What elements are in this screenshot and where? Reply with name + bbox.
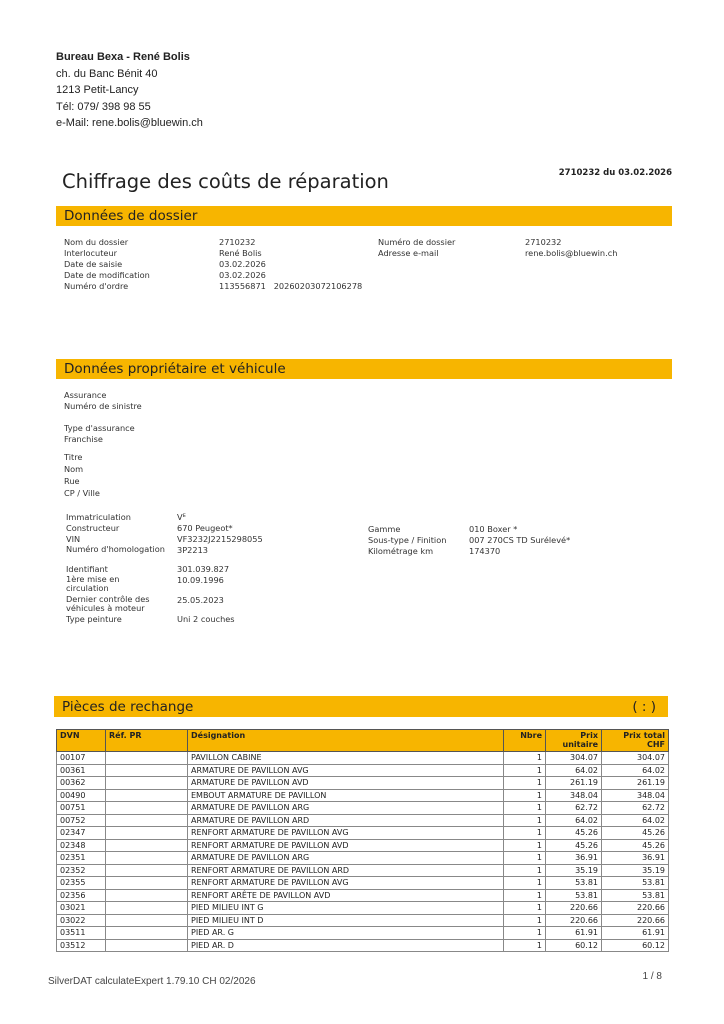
table-row	[57, 777, 669, 790]
field-label: Identifiant	[66, 564, 108, 574]
table-cell: ARMATURE DE PAVILLON AVG	[188, 764, 504, 777]
field-label: CP / Ville	[64, 488, 100, 498]
field-value: 301.039.827	[177, 564, 230, 574]
table-cell: PIED MILIEU INT G	[188, 902, 504, 915]
field-value: VF3232J2215298055	[177, 534, 263, 544]
table-cell: 00752	[57, 814, 106, 827]
table-cell: 00490	[57, 789, 106, 802]
table-cell: 02352	[57, 864, 106, 877]
table-cell: 261.19	[602, 777, 669, 790]
table-cell: 00362	[57, 777, 106, 790]
section-bar-parts	[54, 696, 668, 717]
table-cell: RENFORT ARMATURE DE PAVILLON AVD	[188, 839, 504, 852]
table-cell	[106, 777, 188, 790]
field-value: 25.05.2023	[177, 595, 224, 605]
sender-city: 1213 Petit-Lancy	[56, 84, 139, 96]
field-value: Vᴱ	[177, 512, 186, 522]
table-cell: 304.07	[546, 752, 602, 765]
column-header: Prix total CHF	[602, 730, 669, 752]
table-cell: 1	[504, 914, 546, 927]
table-cell: 61.91	[546, 927, 602, 940]
table-cell: 261.19	[546, 777, 602, 790]
table-cell: 45.26	[602, 827, 669, 840]
field-label: 1ère mise en circulation	[66, 574, 120, 593]
table-cell: 02356	[57, 889, 106, 902]
table-row	[57, 914, 669, 927]
field-value: 174370	[469, 546, 501, 556]
table-cell: 53.81	[602, 889, 669, 902]
table-cell: 64.02	[546, 764, 602, 777]
table-cell: ARMATURE DE PAVILLON ARG	[188, 852, 504, 865]
table-cell: 36.91	[546, 852, 602, 865]
table-header-row	[57, 730, 669, 752]
table-cell: 220.66	[546, 914, 602, 927]
field-value: rene.bolis@bluewin.ch	[525, 248, 618, 258]
table-row	[57, 789, 669, 802]
table-row	[57, 852, 669, 865]
table-cell: 1	[504, 802, 546, 815]
table-cell: 35.19	[602, 864, 669, 877]
table-cell: 1	[504, 877, 546, 890]
field-value: 007 270CS TD Surélevé*	[469, 535, 571, 545]
table-row	[57, 864, 669, 877]
table-row	[57, 927, 669, 940]
field-value: 10.09.1996	[177, 575, 224, 585]
dossier-fields	[64, 237, 664, 297]
section-heading-aside: ( : )	[632, 698, 656, 715]
table-row	[57, 839, 669, 852]
column-header: Réf. PR	[106, 730, 188, 752]
section-heading: Pièces de rechange	[62, 698, 194, 715]
table-cell: 1	[504, 864, 546, 877]
table-cell: RENFORT ARMATURE DE PAVILLON AVG	[188, 827, 504, 840]
table-cell: ARMATURE DE PAVILLON ARG	[188, 802, 504, 815]
table-cell	[106, 877, 188, 890]
page-number: 1 / 8	[642, 971, 662, 982]
table-cell: 1	[504, 852, 546, 865]
table-cell: ARMATURE DE PAVILLON ARD	[188, 814, 504, 827]
table-cell: 53.81	[546, 889, 602, 902]
field-label: Constructeur	[66, 523, 120, 533]
table-cell: 45.26	[546, 827, 602, 840]
table-cell: 53.81	[602, 877, 669, 890]
field-label: Dernier contrôle des véhicules à moteur	[66, 594, 150, 613]
table-cell: 348.04	[602, 789, 669, 802]
table-cell	[106, 889, 188, 902]
table-cell: 62.72	[546, 802, 602, 815]
table-row	[57, 752, 669, 765]
field-label: Nom du dossier	[64, 237, 129, 247]
table-cell	[106, 914, 188, 927]
field-label: Numéro de sinistre	[64, 401, 142, 411]
table-cell	[106, 752, 188, 765]
parts-table	[56, 729, 669, 952]
field-value: René Bolis	[219, 248, 262, 258]
table-cell: 00361	[57, 764, 106, 777]
table-cell: PIED MILIEU INT D	[188, 914, 504, 927]
table-cell: 220.66	[602, 902, 669, 915]
table-cell: 1	[504, 764, 546, 777]
table-cell: 00751	[57, 802, 106, 815]
section-heading: Données propriétaire et véhicule	[64, 361, 286, 377]
table-cell: 304.07	[602, 752, 669, 765]
field-label: Numéro d'ordre	[64, 281, 129, 291]
table-cell: 1	[504, 789, 546, 802]
field-label: Interlocuteur	[64, 248, 117, 258]
field-label: Date de saisie	[64, 259, 123, 269]
section-bar-owner	[56, 359, 672, 379]
table-cell: 1	[504, 839, 546, 852]
table-cell: RENFORT ARMATURE DE PAVILLON ARD	[188, 864, 504, 877]
table-cell	[106, 839, 188, 852]
field-label: Sous-type / Finition	[368, 535, 447, 545]
field-label: Titre	[64, 452, 83, 462]
table-cell	[106, 939, 188, 952]
table-cell: RENFORT ARÊTE DE PAVILLON AVD	[188, 889, 504, 902]
table-cell	[106, 852, 188, 865]
field-label: Assurance	[64, 390, 107, 400]
table-cell: PIED AR. D	[188, 939, 504, 952]
table-row	[57, 877, 669, 890]
field-label: Type d'assurance	[64, 423, 135, 433]
table-cell: 64.02	[546, 814, 602, 827]
table-cell: 1	[504, 827, 546, 840]
table-cell: 03021	[57, 902, 106, 915]
table-cell: 02351	[57, 852, 106, 865]
table-row	[57, 802, 669, 815]
table-cell: 02355	[57, 877, 106, 890]
table-cell: 1	[504, 889, 546, 902]
table-cell	[106, 814, 188, 827]
table-cell: 02347	[57, 827, 106, 840]
table-cell: 03022	[57, 914, 106, 927]
table-cell	[106, 827, 188, 840]
table-cell: 1	[504, 902, 546, 915]
footer-software: SilverDAT calculateExpert 1.79.10 CH 02/2026	[48, 976, 256, 987]
field-value: 670 Peugeot*	[177, 523, 233, 533]
table-row	[57, 902, 669, 915]
sender-phone: Tél: 079/ 398 98 55	[56, 100, 151, 113]
field-value: 2710232	[525, 237, 562, 247]
section-heading: Données de dossier	[64, 208, 198, 224]
sender-street: ch. du Banc Bénit 40	[56, 67, 158, 80]
table-cell: ARMATURE DE PAVILLON AVD	[188, 777, 504, 790]
document-title: Chiffrage des coûts de réparation	[62, 170, 389, 193]
table-cell: 53.81	[546, 877, 602, 890]
field-label: Kilométrage km	[368, 546, 434, 556]
table-cell: 1	[504, 777, 546, 790]
field-value: 3P2213	[177, 545, 208, 555]
table-cell: 60.12	[546, 939, 602, 952]
column-header: DVN	[57, 730, 106, 752]
field-label: VIN	[66, 534, 81, 544]
field-value: 010 Boxer *	[469, 524, 518, 534]
table-cell: 45.26	[546, 839, 602, 852]
table-cell: 348.04	[546, 789, 602, 802]
field-value: 2710232	[219, 237, 256, 247]
section-bar-dossier	[56, 206, 672, 226]
field-label: Rue	[64, 476, 80, 486]
table-cell	[106, 789, 188, 802]
sender-email: e-Mail: rene.bolis@bluewin.ch	[56, 117, 203, 129]
table-cell: 1	[504, 814, 546, 827]
table-cell	[106, 802, 188, 815]
field-value: 03.02.2026	[219, 270, 266, 280]
field-value: Uni 2 couches	[177, 614, 235, 624]
parts-table-body	[57, 752, 669, 952]
field-label: Numéro de dossier	[378, 237, 456, 247]
table-cell	[106, 764, 188, 777]
table-cell: 03511	[57, 927, 106, 940]
table-row	[57, 814, 669, 827]
table-cell: PAVILLON CABINE	[188, 752, 504, 765]
table-cell	[106, 864, 188, 877]
table-cell: 1	[504, 752, 546, 765]
table-cell: 220.66	[602, 914, 669, 927]
field-label: Type peinture	[66, 614, 122, 624]
owner-fields	[64, 390, 664, 630]
field-label: Numéro d'homologation	[66, 544, 165, 554]
table-cell: 1	[504, 939, 546, 952]
table-cell: 64.02	[602, 814, 669, 827]
column-header: Prix unitaire	[546, 730, 602, 752]
document-reference: 2710232 du 03.02.2026	[558, 168, 672, 178]
field-label: Franchise	[64, 434, 103, 444]
table-cell: RENFORT ARMATURE DE PAVILLON AVG	[188, 877, 504, 890]
table-cell: 64.02	[602, 764, 669, 777]
field-label: Immatriculation	[66, 512, 131, 522]
field-label: Date de modification	[64, 270, 150, 280]
table-cell	[106, 927, 188, 940]
table-cell: 220.66	[546, 902, 602, 915]
table-cell: 62.72	[602, 802, 669, 815]
table-row	[57, 889, 669, 902]
table-cell: 45.26	[602, 839, 669, 852]
sender-address	[56, 49, 203, 132]
table-cell: 1	[504, 927, 546, 940]
table-cell: 60.12	[602, 939, 669, 952]
field-label: Adresse e-mail	[378, 248, 439, 258]
table-cell: 02348	[57, 839, 106, 852]
table-cell: 35.19	[546, 864, 602, 877]
column-header: Désignation	[188, 730, 504, 752]
table-cell: PIED AR. G	[188, 927, 504, 940]
table-cell: 03512	[57, 939, 106, 952]
table-row	[57, 764, 669, 777]
table-cell: 36.91	[602, 852, 669, 865]
table-row	[57, 827, 669, 840]
field-value: 113556871 20260203072106278	[219, 281, 363, 291]
table-cell	[106, 902, 188, 915]
table-cell: 61.91	[602, 927, 669, 940]
sender-name: Bureau Bexa - René Bolis	[56, 51, 190, 63]
table-cell: EMBOUT ARMATURE DE PAVILLON	[188, 789, 504, 802]
table-row	[57, 939, 669, 952]
field-label: Nom	[64, 464, 84, 474]
field-value: 03.02.2026	[219, 259, 266, 269]
column-header: Nbre	[504, 730, 546, 752]
field-label: Gamme	[368, 524, 401, 534]
table-cell: 00107	[57, 752, 106, 765]
